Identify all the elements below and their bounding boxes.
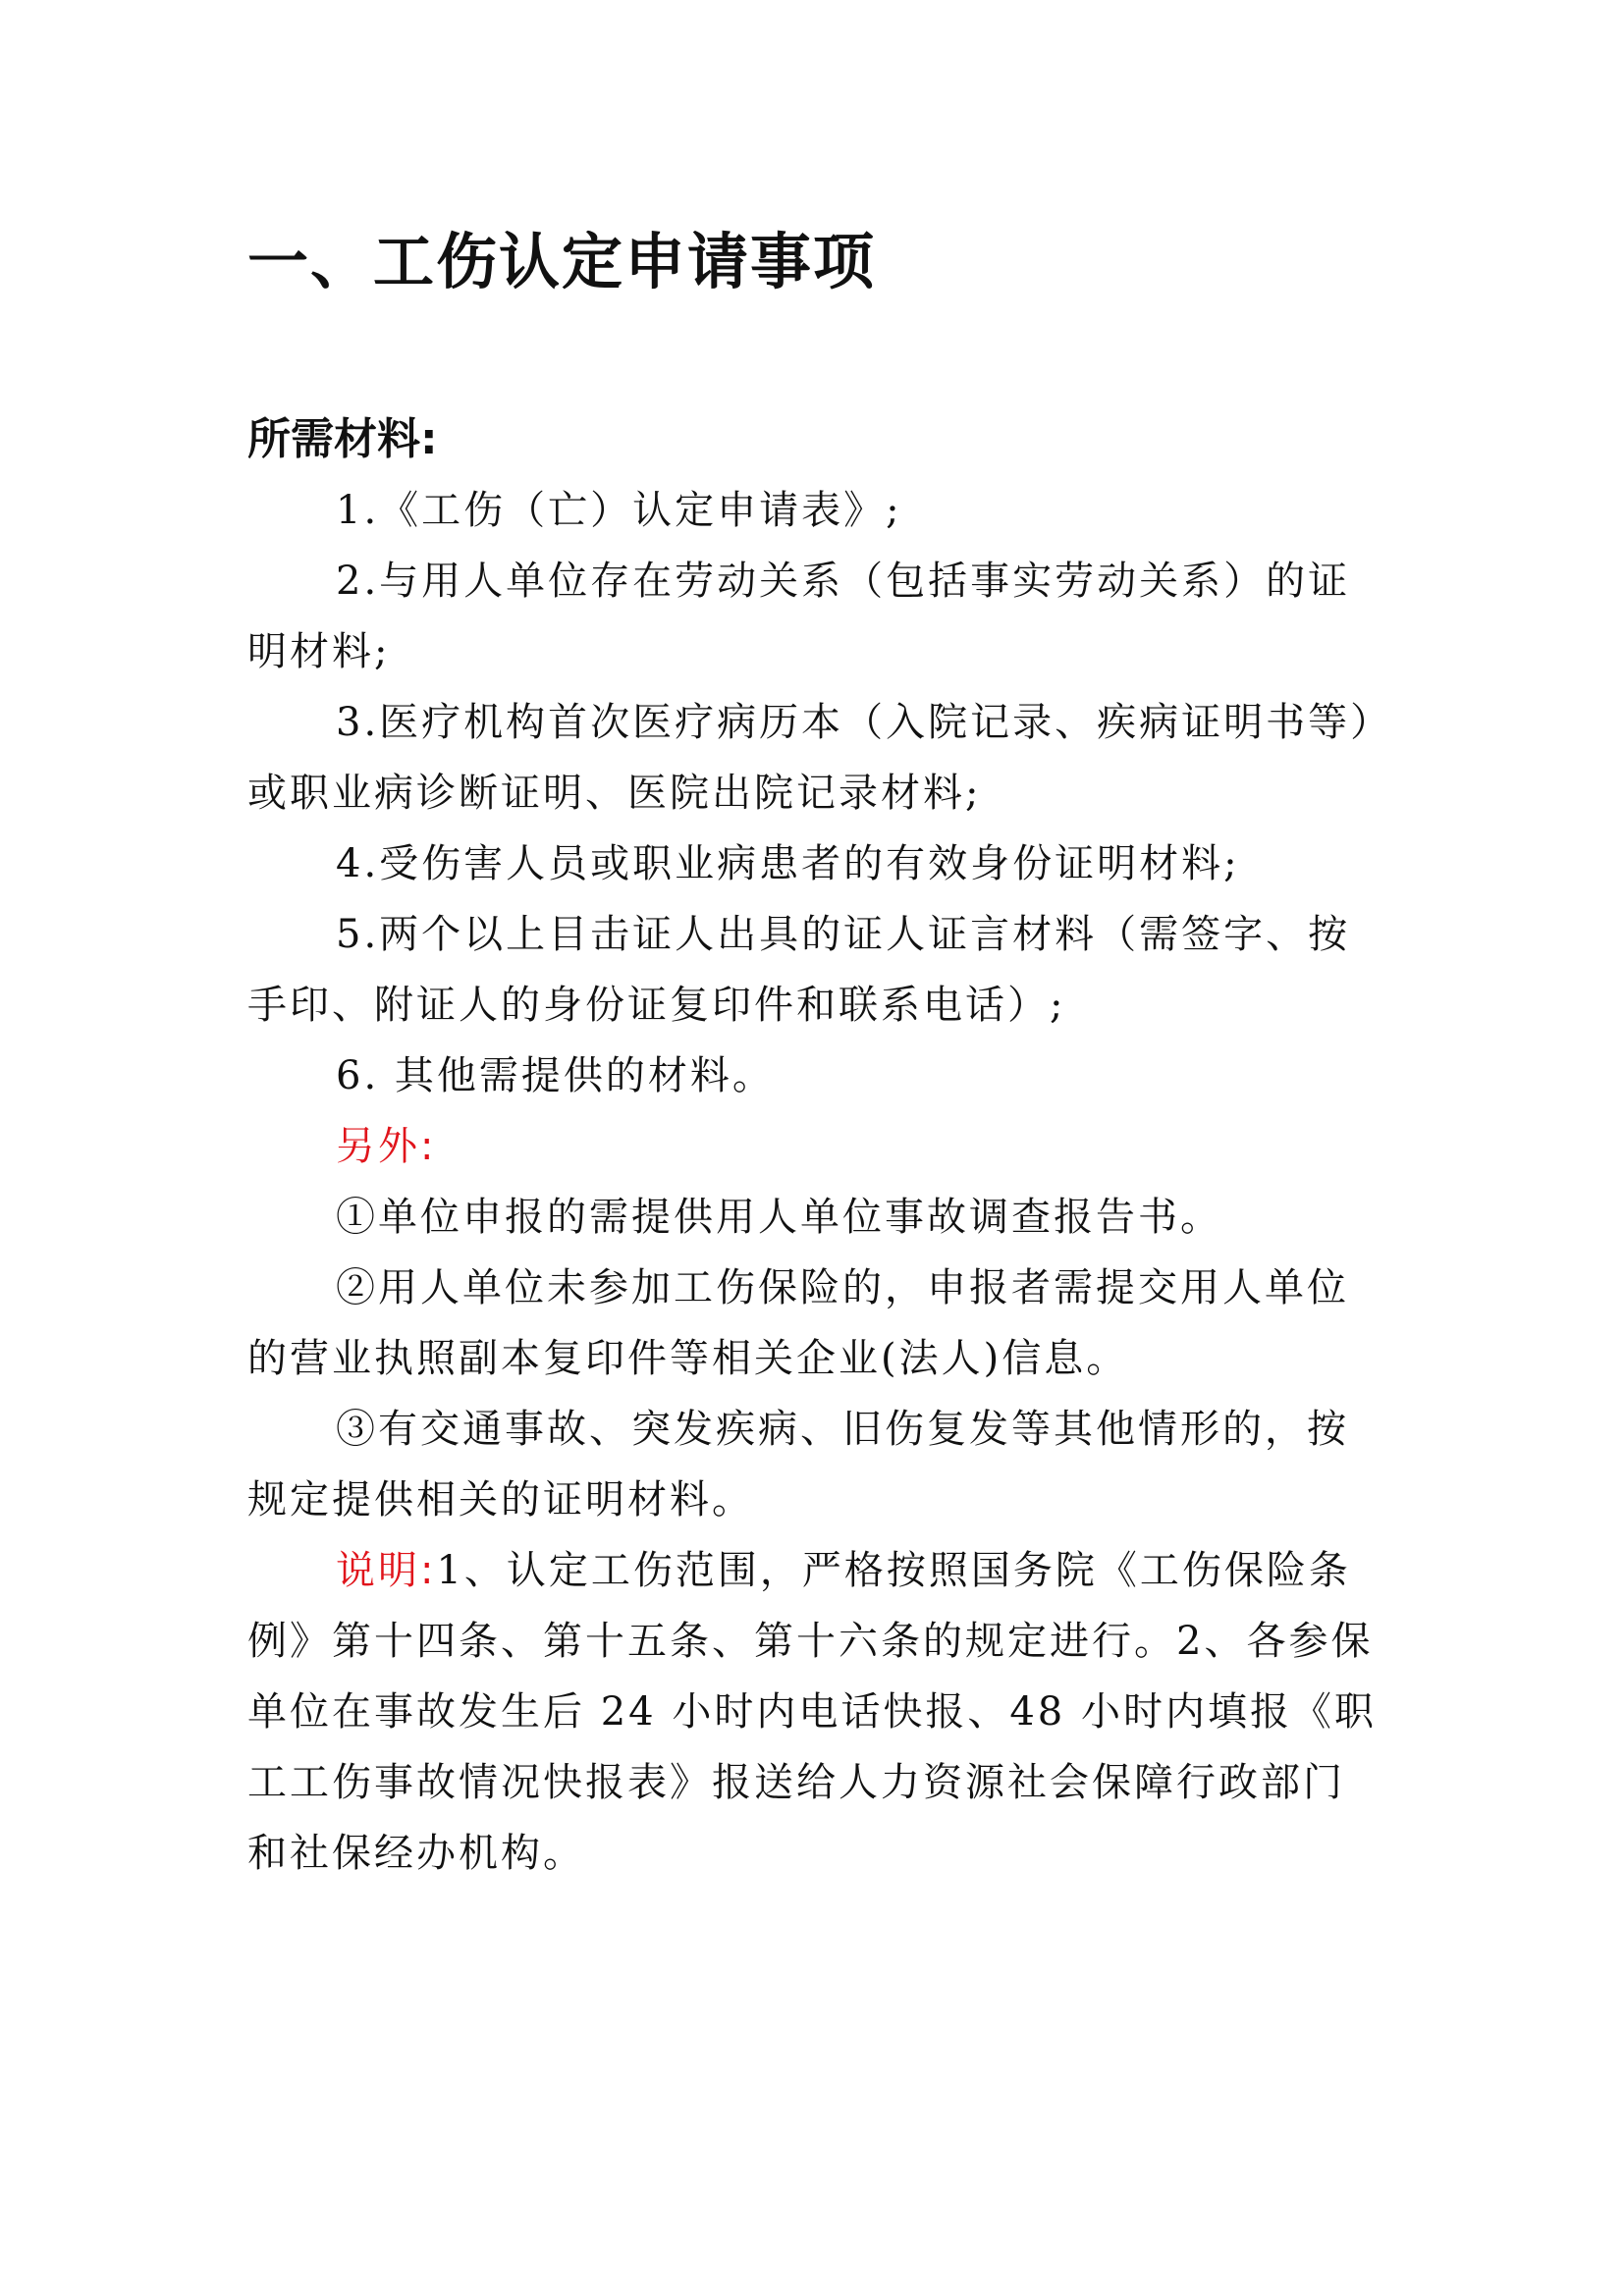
- additional-item: ②用人单位未参加工伤保险的，申报者需提交用人单位的营业执照副本复印件等相关企业(法人)信息。: [247, 1265, 1349, 1381]
- note-paragraph: [247, 1535, 1386, 1889]
- material-item: 1.《工伤（亡）认定申请表》;: [336, 488, 902, 533]
- additional-item: ③有交通事故、突发疾病、旧伤复发等其他情形的，按规定提供相关的证明材料。: [247, 1407, 1349, 1522]
- material-item: 2.与用人单位存在劳动关系（包括事实劳动关系）的证明材料;: [247, 559, 1351, 674]
- material-item: 4.受伤害人员或职业病患者的有效身份证明材料;: [336, 841, 1240, 886]
- additional-item: ①单位申报的需提供用人单位事故调查报告书。: [336, 1195, 1222, 1240]
- materials-heading: 所需材料:: [247, 414, 438, 464]
- page-title: 一、工伤认定申请事项: [247, 226, 877, 297]
- note-label: 说明:: [336, 1548, 437, 1593]
- material-item: 3.医疗机构首次医疗病历本（入院记录、疾病证明书等）或职业病诊断证明、医院出院记录材料;: [247, 700, 1374, 816]
- note-text: 1、认定工伤范围，严格按照国务院《工伤保险条例》第十四条、第十五条、第十六条的规定进行。2、各参保单位在事故发生后 24 小时内电话快报、48 小时内填报《职工工伤事故情况快报表》报送给人力资源社会保障行政部门和社保经办机构。: [247, 1548, 1377, 1876]
- additional-label: 另外:: [336, 1124, 437, 1169]
- material-item: 5.两个以上目击证人出具的证人证言材料（需签字、按手印、附证人的身份证复印件和联系电话）;: [247, 912, 1351, 1028]
- document-body: [247, 475, 1386, 1889]
- material-item: 6. 其他需提供的材料。: [336, 1053, 775, 1098]
- additional-heading: [247, 1111, 1386, 1182]
